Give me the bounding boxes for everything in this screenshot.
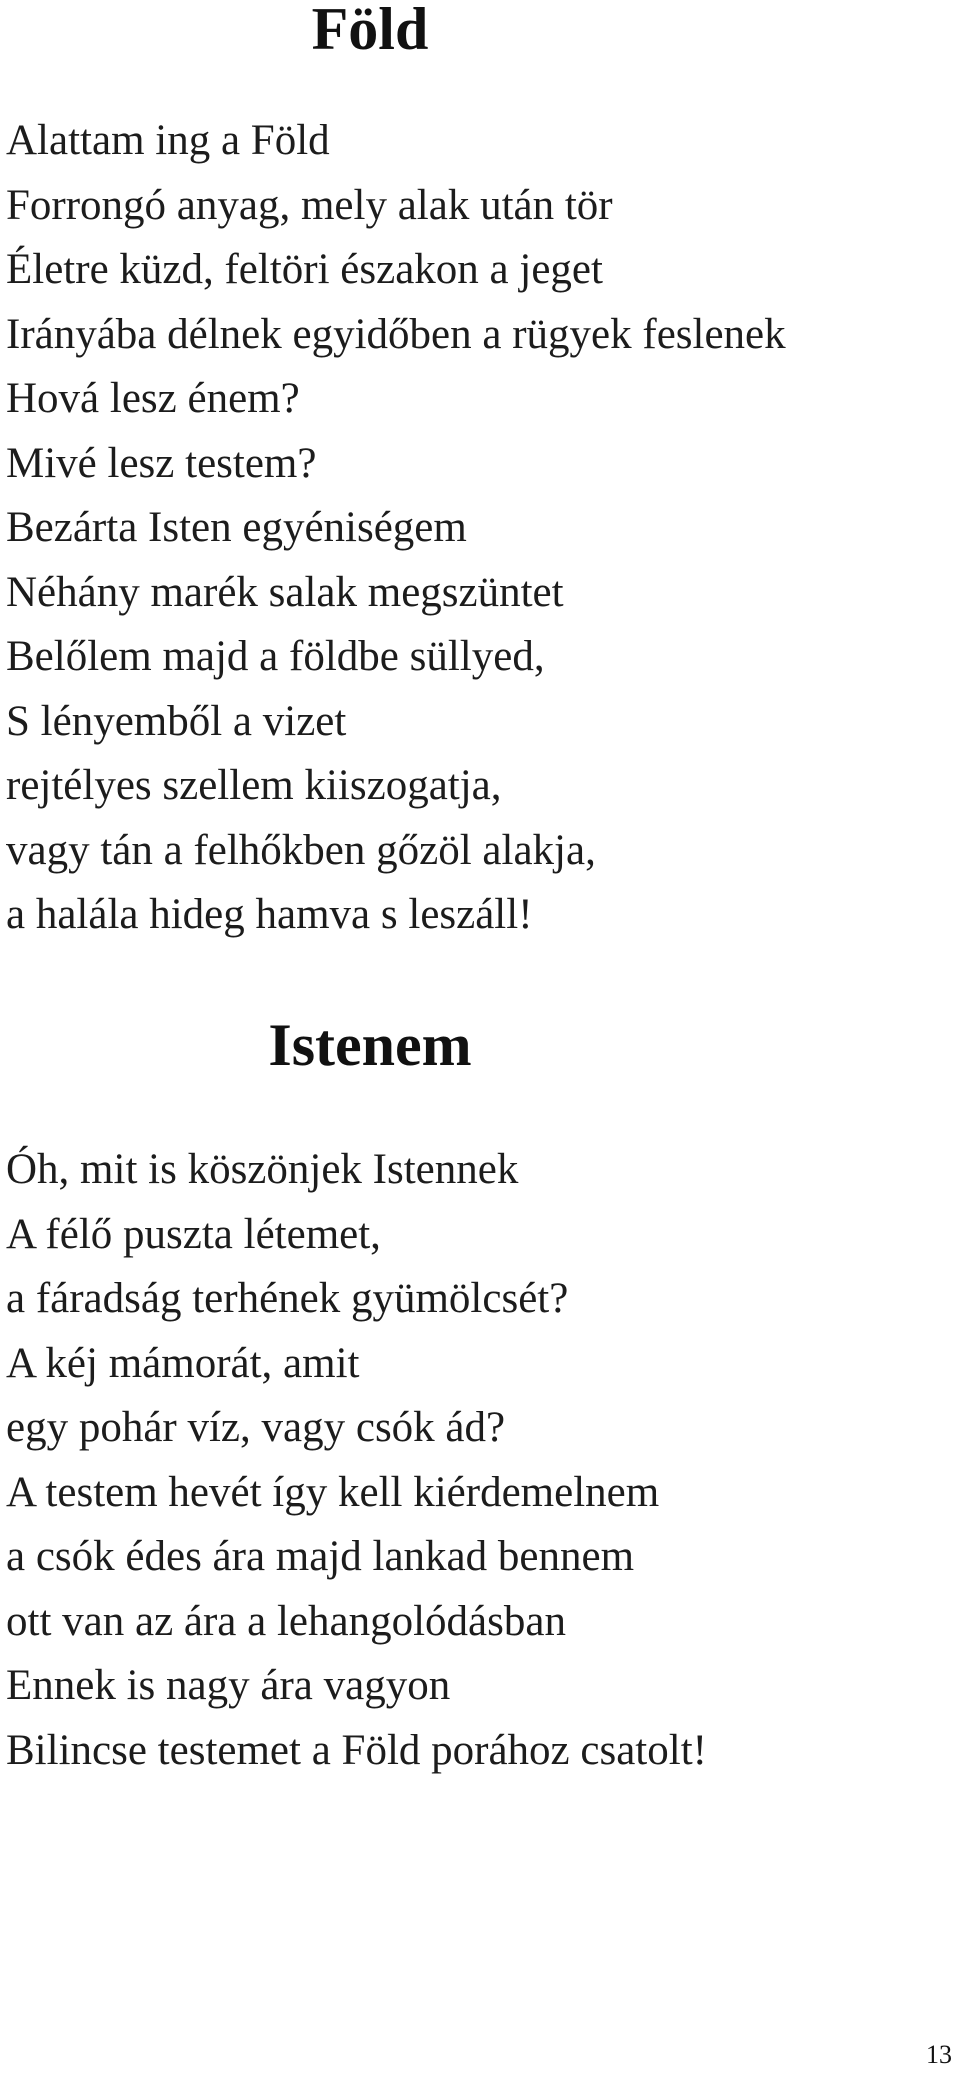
- poem-fold-text: [6, 109, 786, 948]
- poem-istenem-text: [6, 1138, 707, 1783]
- poem-line: Bilincse testemet a Föld porához csatolt!: [6, 1726, 707, 1774]
- poem-line: Bezárta Isten egyéniségem: [6, 504, 467, 551]
- poem-line: A kéj mámorát, amit: [6, 1339, 360, 1387]
- poem-line: a fáradság terhének gyümölcsét?: [6, 1275, 569, 1322]
- poem-line: rejtélyes szellem kiiszogatja,: [6, 762, 502, 809]
- poem-line: ott van az ára a lehangolódásban: [6, 1597, 566, 1645]
- poem-line: Forrongó anyag, mely alak után tör: [6, 181, 613, 229]
- poem-line: Életre küzd, feltöri északon a jeget: [6, 246, 603, 293]
- poem-line: Hová lesz énem?: [6, 375, 300, 422]
- poem-line: vagy tán a felhőkben gőzöl alakja,: [6, 826, 596, 874]
- poem-line: Belőlem majd a földbe süllyed,: [6, 633, 545, 680]
- poem-line: a halála hideg hamva s leszáll!: [6, 891, 533, 938]
- page-number: 13: [926, 2040, 952, 2069]
- poem-title-fold: Föld: [311, 0, 429, 62]
- poem-line: egy pohár víz, vagy csók ád?: [6, 1404, 506, 1451]
- poem-line: S lényemből a vizet: [6, 697, 347, 745]
- poem-line: Mivé lesz testem?: [6, 439, 317, 487]
- poem-line: Irányába délnek egyidőben a rügyek feslenek: [6, 310, 786, 358]
- poem-line: Néhány marék salak megszüntet: [6, 568, 564, 616]
- poem-line: Ennek is nagy ára vagyon: [6, 1662, 451, 1709]
- poem-line: Óh, mit is köszönjek Istennek: [6, 1146, 519, 1193]
- poem-title-istenem: Istenem: [268, 1012, 472, 1078]
- poem-line: A testem hevét így kell kiérdemelnem: [6, 1468, 660, 1516]
- poem-line: Alattam ing a Föld: [6, 117, 330, 164]
- poem-line: A félő puszta létemet,: [6, 1210, 381, 1258]
- poem-line: a csók édes ára majd lankad bennem: [6, 1533, 635, 1580]
